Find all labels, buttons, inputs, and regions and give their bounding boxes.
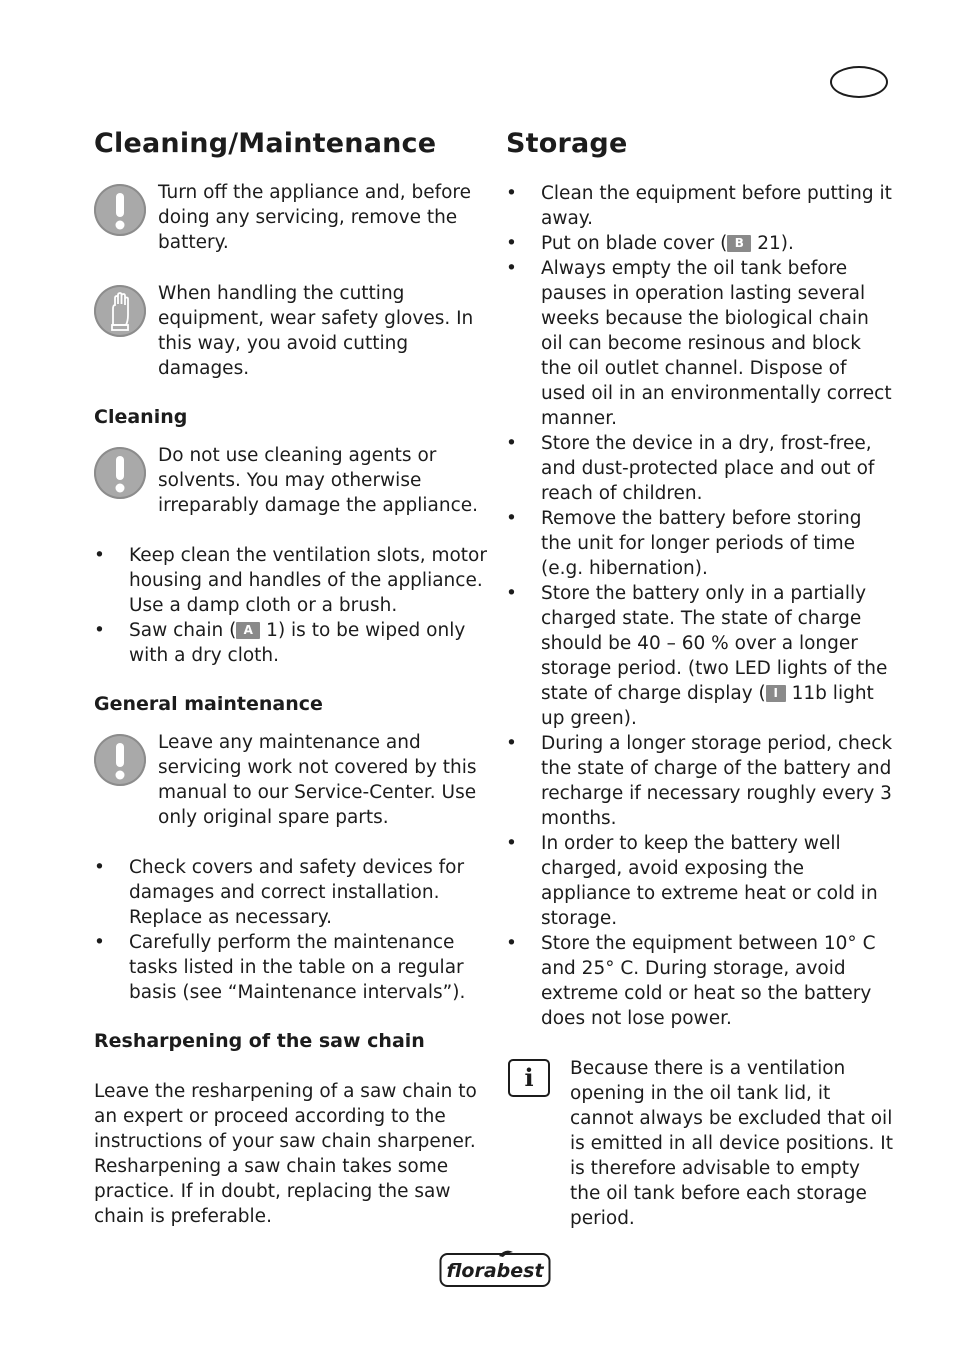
bullet-glyph: • bbox=[506, 233, 517, 254]
bullet-glyph: • bbox=[506, 433, 517, 454]
list-item bbox=[506, 431, 896, 506]
warning-notice-gloves bbox=[94, 281, 490, 381]
cleaning-bullet-list bbox=[94, 543, 490, 668]
section-title-cleaning-maintenance: Cleaning/Maintenance bbox=[94, 128, 437, 159]
list-item-text: Clean the equipment before putting it away. bbox=[541, 183, 892, 229]
list-item-text: Saw chain ( bbox=[129, 620, 237, 641]
list-item bbox=[506, 581, 896, 731]
list-item-text: Always empty the oil tank before pauses in operation lasting several weeks because the biological chain oil can become resinous and block the oil outlet channel. Dispose of used oil in an environmentally correct manner. bbox=[541, 258, 892, 429]
info-note-ventilation bbox=[506, 1056, 896, 1231]
list-item bbox=[506, 731, 896, 831]
resharpening-paragraph: Leave the resharpening of a saw chain to an expert or proceed according to the instructions of your saw chain sharpener. Resharpening a saw chain takes some practice. If in doubt, replacing the saw chain is preferable. bbox=[94, 1081, 477, 1227]
bullet-glyph: • bbox=[94, 545, 105, 566]
notice-text: Leave any maintenance and servicing work not covered by this manual to our Service-Center. Use only original spare parts. bbox=[158, 732, 477, 828]
bullet-glyph: • bbox=[506, 733, 517, 754]
list-item-text: 11b light up green). bbox=[541, 683, 874, 729]
list-item-text: Keep clean the ventilation slots, motor housing and handles of the appliance. Use a damp cloth or a brush. bbox=[129, 545, 487, 616]
exclamation-icon bbox=[94, 447, 146, 499]
list-item bbox=[506, 831, 896, 931]
list-item-text: Check covers and safety devices for damages and correct installation. Replace as necessary. bbox=[129, 857, 465, 928]
logo-text: florabest bbox=[446, 1260, 544, 1282]
list-item bbox=[506, 931, 896, 1031]
notice-text: Turn off the appliance and, before doing any servicing, remove the battery. bbox=[158, 182, 471, 253]
list-item-text: Carefully perform the maintenance tasks listed in the table on a regular basis (see “Maintenance intervals”). bbox=[129, 932, 466, 1003]
section-title-storage: Storage bbox=[506, 128, 628, 159]
bullet-glyph: • bbox=[506, 583, 517, 604]
bullet-glyph: • bbox=[94, 857, 105, 878]
maintenance-bullet-list bbox=[94, 855, 490, 1005]
warning-notice-battery bbox=[94, 180, 490, 255]
storage-bullet-list bbox=[506, 181, 896, 1031]
list-item bbox=[94, 855, 490, 930]
subheading-resharpening: Resharpening of the saw chain bbox=[94, 1030, 425, 1052]
list-item-text: Store the equipment between 10° C and 25° C. During storage, avoid extreme cold or heat so the battery does not lose power. bbox=[541, 933, 876, 1029]
figure-reference-badge: I bbox=[766, 685, 786, 702]
exclamation-icon bbox=[94, 184, 146, 236]
list-item-text: During a longer storage period, check the state of charge of the battery and recharge if necessary roughly every 3 months. bbox=[541, 733, 893, 829]
figure-reference-badge: B bbox=[727, 235, 751, 252]
notice-text: When handling the cutting equipment, wear safety gloves. In this way, you avoid cutting damages. bbox=[158, 283, 474, 379]
list-item-text: In order to keep the battery well charged, avoid exposing the appliance to extreme heat or cold in storage. bbox=[541, 833, 878, 929]
safety-gloves-icon bbox=[94, 285, 146, 337]
list-item-text: Remove the battery before storing the unit for longer periods of time (e.g. hibernation). bbox=[541, 508, 862, 579]
info-icon: i bbox=[508, 1059, 550, 1097]
florabest-logo bbox=[439, 1250, 551, 1288]
list-item-text: 1) is to be wiped only with a dry cloth. bbox=[129, 620, 466, 666]
bullet-glyph: • bbox=[94, 932, 105, 953]
list-item-text: Store the device in a dry, frost-free, and dust-protected place and out of reach of children. bbox=[541, 433, 875, 504]
list-item bbox=[94, 930, 490, 1005]
list-item-text: Store the battery only in a partially charged state. The state of charge should be 40 – 60 % over a longer storage period. (two LED lights of the state of charge display ( bbox=[541, 583, 888, 704]
bullet-glyph: • bbox=[506, 933, 517, 954]
list-item bbox=[506, 231, 896, 256]
bullet-glyph: • bbox=[506, 258, 517, 279]
info-note-text: Because there is a ventilation opening in the oil tank lid, it cannot always be excluded that oil is emitted in all device positions. It is therefore advisable to empty the oil tank before each storage period. bbox=[570, 1058, 893, 1229]
list-item bbox=[506, 181, 896, 231]
bullet-glyph: • bbox=[506, 833, 517, 854]
exclamation-icon bbox=[94, 734, 146, 786]
list-item bbox=[94, 618, 490, 668]
list-item-text: Put on blade cover ( bbox=[541, 233, 728, 254]
language-indicator-oval bbox=[830, 66, 888, 98]
warning-notice-service-center bbox=[94, 730, 490, 830]
figure-reference-badge: A bbox=[236, 622, 260, 639]
list-item bbox=[94, 543, 490, 618]
right-column bbox=[506, 120, 896, 1231]
bullet-glyph: • bbox=[506, 508, 517, 529]
list-item-text: 21). bbox=[751, 233, 794, 254]
bullet-glyph: • bbox=[94, 620, 105, 641]
subheading-general-maintenance: General maintenance bbox=[94, 693, 323, 715]
left-column bbox=[94, 120, 490, 1229]
subheading-cleaning: Cleaning bbox=[94, 406, 188, 428]
list-item bbox=[506, 506, 896, 581]
bullet-glyph: • bbox=[506, 183, 517, 204]
notice-text: Do not use cleaning agents or solvents. You may otherwise irreparably damage the appliance. bbox=[158, 445, 479, 516]
warning-notice-cleaning-agents bbox=[94, 443, 490, 518]
list-item bbox=[506, 256, 896, 431]
